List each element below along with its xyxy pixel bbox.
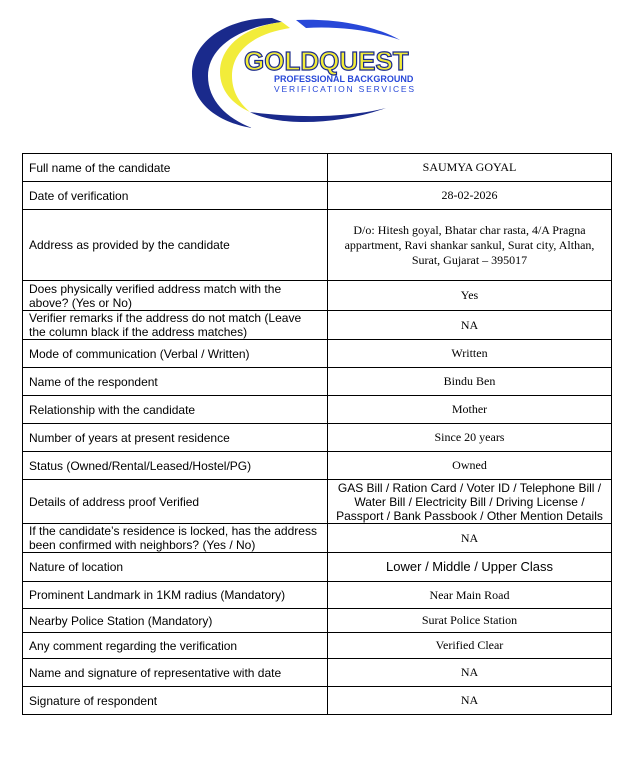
row-label: Nearby Police Station (Mandatory)	[23, 609, 328, 633]
svg-text:GOLDQUEST: GOLDQUEST	[244, 46, 409, 76]
table-row	[23, 368, 612, 396]
row-label: Name and signature of representative with date	[23, 659, 328, 687]
row-value: Surat Police Station	[328, 609, 612, 633]
row-value: Written	[328, 340, 612, 368]
row-value: Since 20 years	[328, 424, 612, 452]
row-value: Lower / Middle / Upper Class	[328, 553, 612, 582]
row-value: D/o: Hitesh goyal, Bhatar char rasta, 4/A Pragna appartment, Ravi shankar sankul, Surat city, Althan, Surat, Gujarat – 395017	[328, 210, 612, 281]
row-label: Does physically verified address match with the above? (Yes or No)	[23, 281, 328, 311]
svg-text:PROFESSIONAL BACKGROUND: PROFESSIONAL BACKGROUND	[274, 74, 414, 84]
row-value: Near Main Road	[328, 582, 612, 609]
row-value: 28-02-2026	[328, 182, 612, 210]
table-row	[23, 154, 612, 182]
row-label: Mode of communication (Verbal / Written)	[23, 340, 328, 368]
table-row	[23, 281, 612, 311]
row-value: Yes	[328, 281, 612, 311]
row-label: If the candidate’s residence is locked, has the address been confirmed with neighbors? (Yes / No)	[23, 524, 328, 553]
row-label: Number of years at present residence	[23, 424, 328, 452]
logo-graphic	[186, 12, 456, 130]
row-value: Owned	[328, 452, 612, 480]
row-label: Address as provided by the candidate	[23, 210, 328, 281]
table-row	[23, 424, 612, 452]
table-row	[23, 582, 612, 609]
table-row	[23, 452, 612, 480]
row-label: Any comment regarding the verification	[23, 633, 328, 659]
row-value: Mother	[328, 396, 612, 424]
row-value: NA	[328, 524, 612, 553]
row-label: Prominent Landmark in 1KM radius (Mandatory)	[23, 582, 328, 609]
table-row	[23, 633, 612, 659]
table-row	[23, 480, 612, 524]
goldquest-logo	[186, 12, 456, 130]
row-label: Nature of location	[23, 553, 328, 582]
row-value: SAUMYA GOYAL	[328, 154, 612, 182]
verification-table	[22, 153, 612, 715]
svg-text:VERIFICATION SERVICES: VERIFICATION SERVICES	[274, 84, 416, 94]
table-row	[23, 396, 612, 424]
row-label: Status (Owned/Rental/Leased/Hostel/PG)	[23, 452, 328, 480]
table-row	[23, 687, 612, 715]
table-row	[23, 182, 612, 210]
row-value: NA	[328, 659, 612, 687]
row-label: Relationship with the candidate	[23, 396, 328, 424]
row-label: Verifier remarks if the address do not match (Leave the column black if the address matches)	[23, 311, 328, 340]
row-label: Signature of respondent	[23, 687, 328, 715]
row-value: NA	[328, 687, 612, 715]
row-label: Full name of the candidate	[23, 154, 328, 182]
row-value: NA	[328, 311, 612, 340]
row-label: Date of verification	[23, 182, 328, 210]
table-row	[23, 340, 612, 368]
row-label: Details of address proof Verified	[23, 480, 328, 524]
table-row	[23, 524, 612, 553]
table-row	[23, 609, 612, 633]
table-row	[23, 659, 612, 687]
row-value: Bindu Ben	[328, 368, 612, 396]
row-value: Verified Clear	[328, 633, 612, 659]
table-row	[23, 311, 612, 340]
row-label: Name of the respondent	[23, 368, 328, 396]
row-value: GAS Bill / Ration Card / Voter ID / Telephone Bill / Water Bill / Electricity Bill / Driving License / Passport / Bank Passbook / Other Mention Details	[328, 480, 612, 524]
table-row	[23, 210, 612, 281]
table-row	[23, 553, 612, 582]
